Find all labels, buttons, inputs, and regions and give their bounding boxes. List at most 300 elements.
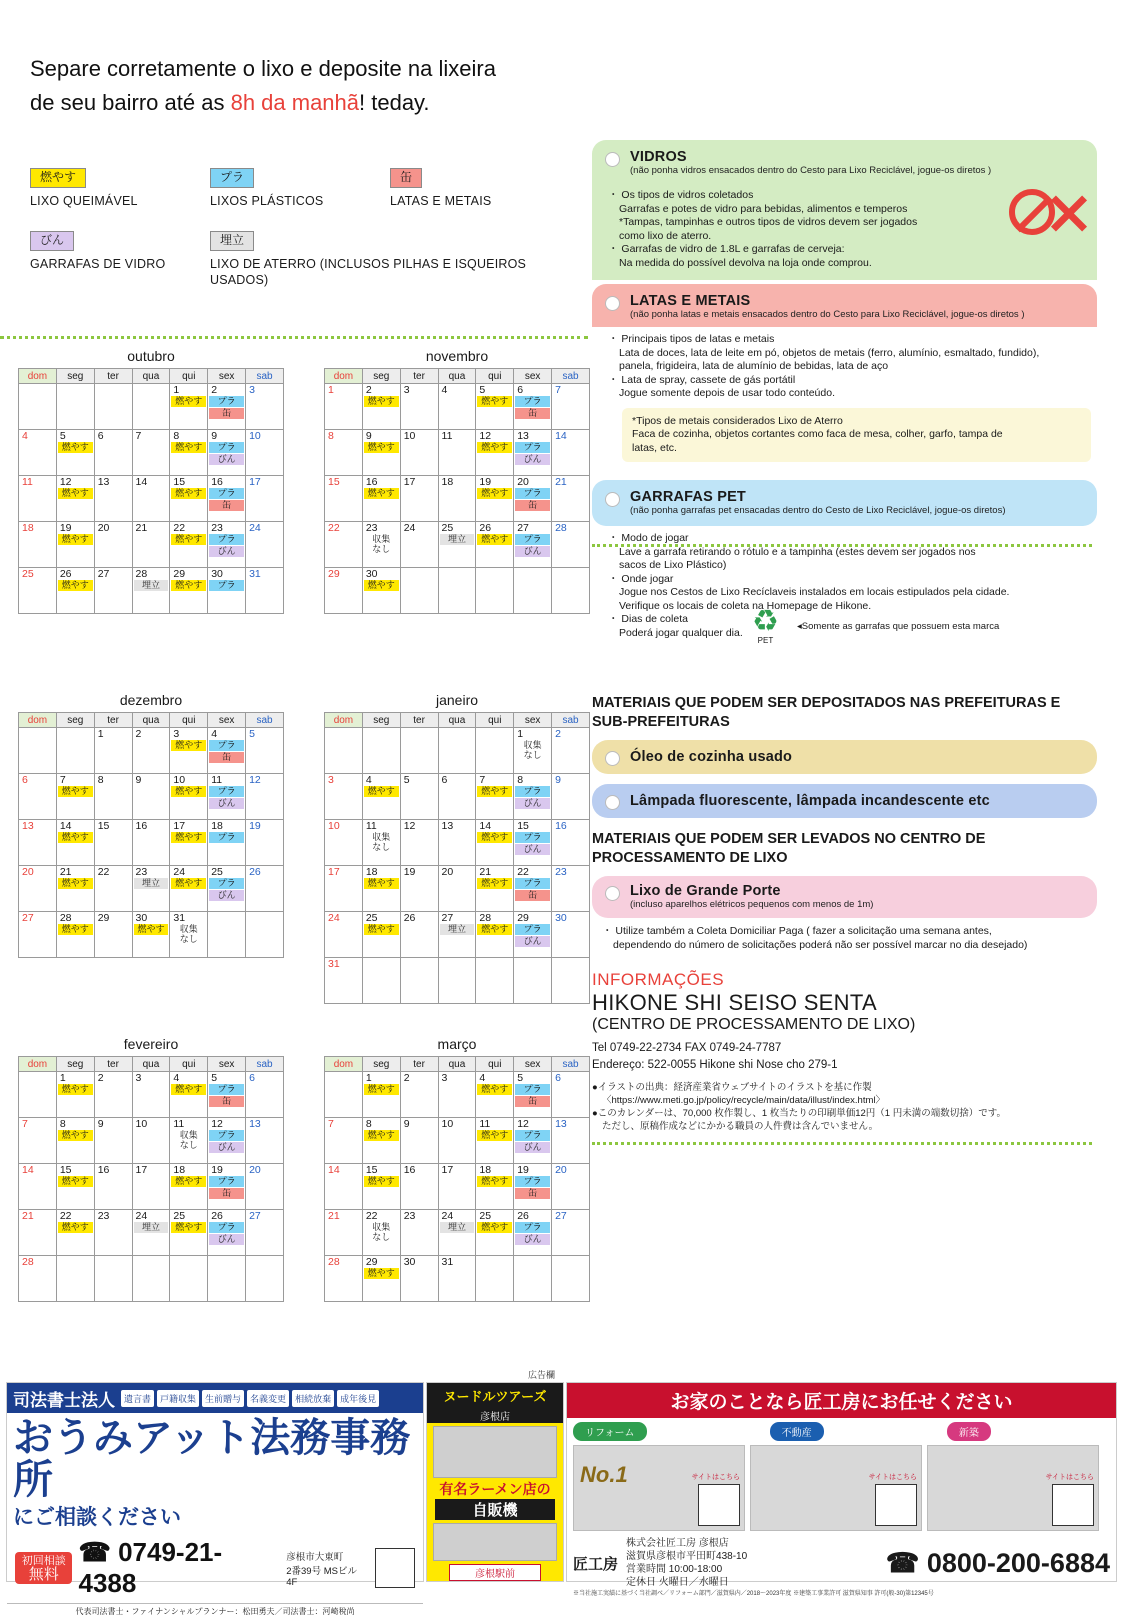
day-number: 29 bbox=[517, 912, 529, 924]
collection-tag-burn: 燃やす bbox=[58, 488, 93, 499]
collection-tag-plastic: プラ bbox=[515, 1084, 550, 1095]
day-number: 21 bbox=[22, 1210, 34, 1222]
collection-tag-can: 缶 bbox=[209, 1188, 244, 1199]
collection-tag-burn: 燃やす bbox=[477, 878, 512, 889]
calendar-day-cell bbox=[132, 1072, 170, 1118]
calendar-day-cell bbox=[362, 820, 400, 866]
collection-tag-burn: 燃やす bbox=[477, 786, 512, 797]
day-number: 23 bbox=[211, 522, 223, 534]
day-number: 4 bbox=[211, 728, 218, 740]
info-fine-3: ●このカレンダーは、70,000 枚作製し、1 枚当たりの印刷単価12円（1 円未満の端数切捨）です。 bbox=[592, 1108, 1006, 1119]
calendar-month-title: janeiro bbox=[435, 692, 479, 708]
calendar-day-cell bbox=[362, 476, 400, 522]
legend-item-burnable bbox=[30, 168, 210, 209]
collection-tag-burn: 燃やす bbox=[477, 1130, 512, 1141]
day-number: 8 bbox=[59, 1118, 66, 1130]
recycle-icon: ♻ bbox=[752, 605, 779, 638]
collection-tag-plastic: プラ bbox=[515, 396, 550, 407]
day-number: 5 bbox=[517, 1072, 524, 1084]
collection-tag-burn: 燃やす bbox=[171, 488, 206, 499]
calendar-day-cell bbox=[132, 430, 170, 476]
calendar-empty-cell bbox=[19, 728, 57, 774]
day-number: 13 bbox=[555, 1118, 567, 1130]
panel-lampada-title: Lâmpada fluorescente, lâmpada incandescente etc bbox=[630, 793, 990, 809]
calendar-week-row bbox=[325, 728, 590, 774]
collection-tag-burn: 燃やす bbox=[171, 740, 206, 751]
day-number: 10 bbox=[403, 430, 416, 442]
calendar-day-cell bbox=[170, 728, 208, 774]
calendar-weekday-ter: ter bbox=[94, 369, 132, 384]
day-number: 12 bbox=[249, 774, 261, 786]
pet-line-0: ・ Modo de jogar bbox=[608, 532, 689, 544]
calendar-day-cell bbox=[56, 1164, 94, 1210]
day-number: 19 bbox=[517, 1164, 529, 1176]
calendar-empty-cell bbox=[208, 912, 246, 958]
day-number: 23 bbox=[403, 1210, 416, 1222]
calendar-day-cell bbox=[514, 1164, 552, 1210]
day-number: 18 bbox=[173, 1164, 186, 1176]
calendar-weekday-qua: qua bbox=[132, 713, 170, 728]
calendar-weekday-sab: sab bbox=[552, 369, 590, 384]
panel-oleo-title: Óleo de cozinha usado bbox=[630, 749, 793, 765]
info-address: Endereço: 522-0055 Hikone shi Nose cho 279-1 bbox=[592, 1059, 838, 1071]
collection-tag-plastic: プラ bbox=[209, 442, 244, 453]
day-number: 15 bbox=[97, 820, 110, 832]
calendar-day-cell bbox=[400, 522, 438, 568]
day-number: 14 bbox=[328, 1164, 340, 1176]
calendar-empty-cell bbox=[19, 1072, 57, 1118]
collection-tag-burn: 燃やす bbox=[171, 442, 206, 453]
calendar-empty-cell bbox=[514, 1256, 552, 1302]
calendar-day-cell bbox=[476, 912, 514, 958]
calendar-day-cell bbox=[132, 476, 170, 522]
calendar-day-cell bbox=[246, 728, 284, 774]
ad1-header bbox=[7, 1383, 423, 1413]
day-number: 2 bbox=[97, 1072, 104, 1084]
panel-vidros-title: VIDROS bbox=[630, 149, 687, 165]
calendar-day-cell bbox=[208, 522, 246, 568]
calendar-day-cell bbox=[246, 1164, 284, 1210]
calendar-weekday-sex: sex bbox=[514, 713, 552, 728]
day-number: 30 bbox=[403, 1256, 416, 1268]
calendar-day-cell bbox=[325, 820, 363, 866]
calendar-day-cell bbox=[246, 476, 284, 522]
ads-label: 広告欄 bbox=[528, 1370, 556, 1380]
calendar-weekday-sex: sex bbox=[514, 1057, 552, 1072]
calendar-month-title: outubro bbox=[127, 348, 175, 364]
day-number: 13 bbox=[97, 476, 110, 488]
collection-tag-burn: 燃やす bbox=[364, 396, 399, 407]
day-number: 30 bbox=[555, 912, 567, 924]
latas-line-3: ・ Lata de spray, cassete de gás portátil bbox=[608, 373, 796, 386]
calendar-empty-cell bbox=[325, 1072, 363, 1118]
calendar-weekday-sex: sex bbox=[208, 713, 246, 728]
collection-tag-landfill: 埋立 bbox=[440, 924, 475, 935]
collection-tag-none: 収集 なし bbox=[171, 1130, 206, 1150]
day-number: 21 bbox=[555, 476, 567, 488]
collection-tag-none: 収集 なし bbox=[171, 924, 206, 944]
calendar-day-cell bbox=[362, 774, 400, 820]
calendar-day-cell bbox=[325, 522, 363, 568]
day-number: 9 bbox=[211, 430, 218, 442]
panel-pet-title: GARRAFAS PET bbox=[630, 489, 746, 505]
calendar-day-cell bbox=[438, 1210, 476, 1256]
collection-tag-none: 収集 なし bbox=[364, 832, 399, 852]
ad1-tags bbox=[121, 1390, 379, 1407]
calendar-week-row bbox=[19, 568, 284, 614]
calendar-empty-cell bbox=[94, 1256, 132, 1302]
bullet-icon bbox=[605, 886, 620, 901]
day-number: 1 bbox=[328, 384, 334, 396]
ad3-address: 滋賀県彦根市平田町438-10 bbox=[626, 1551, 748, 1562]
info-block bbox=[592, 970, 1097, 1133]
ad3-qr-label: サイトはこちら bbox=[1045, 1474, 1094, 1481]
day-number: 25 bbox=[22, 568, 34, 580]
calendar-day-cell bbox=[438, 430, 476, 476]
collection-tag-burn: 燃やす bbox=[477, 1176, 512, 1187]
calendar-day-cell bbox=[476, 820, 514, 866]
day-number: 25 bbox=[365, 912, 378, 924]
calendar-day-cell bbox=[208, 384, 246, 430]
collection-tag-plastic: プラ bbox=[515, 878, 550, 889]
day-number: 7 bbox=[22, 1118, 28, 1130]
calendar-day-cell bbox=[94, 774, 132, 820]
calendar-day-cell bbox=[208, 430, 246, 476]
calendar-day-cell bbox=[438, 1118, 476, 1164]
legend-label-landfill: LIXO DE ATERRO (INCLUSOS PILHAS E ISQUEIROS USADOS) bbox=[210, 257, 527, 287]
calendar-day-cell bbox=[362, 866, 400, 912]
panel-lampada bbox=[592, 784, 1097, 818]
calendar-day-cell bbox=[438, 384, 476, 430]
ad-noodle-tours[interactable] bbox=[426, 1382, 564, 1582]
calendar-empty-cell bbox=[400, 568, 438, 614]
day-number: 9 bbox=[97, 1118, 104, 1130]
day-number: 17 bbox=[441, 1164, 454, 1176]
day-number: 5 bbox=[59, 430, 66, 442]
chip-burnable: 燃やす bbox=[30, 168, 86, 188]
day-number: 3 bbox=[441, 1072, 448, 1084]
day-number: 27 bbox=[249, 1210, 261, 1222]
calendar-day-cell bbox=[438, 522, 476, 568]
calendar-week-row bbox=[19, 774, 284, 820]
collection-tag-plastic: プラ bbox=[209, 534, 244, 545]
collection-tag-can: 缶 bbox=[209, 500, 244, 511]
collection-tag-burn: 燃やす bbox=[477, 488, 512, 499]
calendar-empty-cell bbox=[552, 568, 590, 614]
day-number: 5 bbox=[479, 384, 486, 396]
day-number: 24 bbox=[249, 522, 261, 534]
calendar-empty-cell bbox=[476, 1256, 514, 1302]
day-number: 31 bbox=[173, 912, 186, 924]
info-column bbox=[592, 140, 1097, 1133]
ad3-tab-reform[interactable]: リフォーム bbox=[573, 1422, 647, 1441]
calendar-day-cell bbox=[552, 1118, 590, 1164]
collection-tag-bottle: びん bbox=[209, 1234, 244, 1245]
collection-tag-burn: 燃やす bbox=[171, 786, 206, 797]
day-number: 5 bbox=[403, 774, 410, 786]
calendar-empty-cell bbox=[132, 1256, 170, 1302]
calendar-day-cell bbox=[476, 384, 514, 430]
calendar-weekday-qua: qua bbox=[132, 369, 170, 384]
calendar-day-cell bbox=[208, 568, 246, 614]
calendar-day-cell bbox=[170, 820, 208, 866]
calendar-day-cell bbox=[400, 1164, 438, 1210]
day-number: 15 bbox=[365, 1164, 378, 1176]
calendar-day-cell bbox=[94, 522, 132, 568]
day-number: 13 bbox=[441, 820, 454, 832]
calendar-empty-cell bbox=[476, 728, 514, 774]
day-number: 12 bbox=[211, 1118, 223, 1130]
calendar-table bbox=[324, 712, 590, 1004]
day-number: 2 bbox=[365, 384, 372, 396]
day-number: 12 bbox=[479, 430, 492, 442]
panel-grande-porte bbox=[592, 876, 1097, 918]
calendar-week-row bbox=[325, 1210, 590, 1256]
latas-note-0: *Tipos de metais considerados Lixo de Aterro bbox=[632, 414, 843, 427]
calendar-day-cell bbox=[438, 866, 476, 912]
qr-code-icon[interactable] bbox=[875, 1484, 917, 1526]
day-number: 4 bbox=[22, 430, 28, 442]
ad1-company-type: 司法書士法人 bbox=[13, 1390, 115, 1410]
calendar-day-cell bbox=[170, 912, 208, 958]
calendar-week-row bbox=[19, 430, 284, 476]
ad3-card-realestate bbox=[750, 1445, 922, 1531]
panel-pet-sub: (não ponha garrafas pet ensacadas dentro do Cesto de Lixo Reciclável, jogue-os diretos) bbox=[630, 505, 1006, 516]
day-number: 25 bbox=[211, 866, 223, 878]
day-number: 12 bbox=[517, 1118, 529, 1130]
day-number: 26 bbox=[479, 522, 492, 534]
calendar-day-cell bbox=[208, 866, 246, 912]
ad-law-office[interactable] bbox=[6, 1382, 424, 1616]
calendar-day-cell bbox=[400, 774, 438, 820]
calendar-weekday-qui: qui bbox=[170, 713, 208, 728]
calendar-empty-cell bbox=[325, 728, 363, 774]
panel-vidros bbox=[592, 140, 1097, 183]
calendar-day-cell bbox=[400, 476, 438, 522]
day-number: 2 bbox=[135, 728, 142, 740]
info-fine-4: ただし、原稿作成などにかかる職員の人件費は含んでいません。 bbox=[602, 1121, 879, 1132]
collection-tag-plastic: プラ bbox=[209, 580, 244, 591]
calendar-day-cell bbox=[170, 1072, 208, 1118]
calendar-day-cell bbox=[132, 1118, 170, 1164]
ad3-tabs bbox=[567, 1418, 1116, 1441]
calendar-day-cell bbox=[325, 774, 363, 820]
calendar-day-cell bbox=[552, 430, 590, 476]
collection-tag-bottle: びん bbox=[209, 798, 244, 809]
collection-tag-burn: 燃やす bbox=[171, 580, 206, 591]
ad3-cards bbox=[567, 1441, 1116, 1535]
collection-tag-burn: 燃やす bbox=[364, 1130, 399, 1141]
calendar-day-cell bbox=[362, 384, 400, 430]
ad3-tab-newbuild[interactable]: 新築 bbox=[947, 1422, 991, 1441]
calendar-day-cell bbox=[514, 866, 552, 912]
calendar-day-cell bbox=[132, 1210, 170, 1256]
day-number: 11 bbox=[479, 1118, 491, 1130]
day-number: 27 bbox=[441, 912, 454, 924]
day-number: 21 bbox=[135, 522, 148, 534]
legend-item-plastic bbox=[210, 168, 390, 209]
calendar-weekday-sex: sex bbox=[514, 369, 552, 384]
calendar-empty-cell bbox=[362, 728, 400, 774]
day-number: 2 bbox=[211, 384, 218, 396]
grande-porte-note-1: ・ Utilize também a Coleta Domiciliar Paga ( fazer a solicitação uma semana antes, bbox=[602, 925, 992, 937]
collection-tag-bottle: びん bbox=[515, 798, 550, 809]
day-number: 4 bbox=[479, 1072, 486, 1084]
calendar-empty-cell bbox=[400, 728, 438, 774]
calendar-day-cell bbox=[170, 430, 208, 476]
collection-tag-burn: 燃やす bbox=[171, 1084, 206, 1095]
day-number: 24 bbox=[173, 866, 186, 878]
day-number: 24 bbox=[328, 912, 340, 924]
pet-line-4: Jogue nos Cestos de Lixo Recíclaveis instalados em locais estipulados pela cidade. bbox=[619, 586, 1010, 598]
ad2-brand: ヌードルツアーズ bbox=[427, 1383, 563, 1408]
calendar-day-cell bbox=[438, 774, 476, 820]
ad3-phone[interactable]: ☎ 0800-200-6884 bbox=[885, 1547, 1110, 1578]
ad3-holiday: 定休日 火曜日／水曜日 bbox=[626, 1577, 729, 1588]
calendar-day-cell bbox=[514, 522, 552, 568]
collection-tag-none: 収集 なし bbox=[515, 740, 550, 760]
calendar-weekday-dom: dom bbox=[19, 1057, 57, 1072]
calendar-weekday-qua: qua bbox=[438, 369, 476, 384]
day-number: 18 bbox=[479, 1164, 492, 1176]
calendar-week-row bbox=[19, 912, 284, 958]
day-number: 22 bbox=[173, 522, 186, 534]
collection-tag-plastic: プラ bbox=[209, 740, 244, 751]
latas-line-2: panela, frigideira, lata de alumínio de bebidas, lata de aço bbox=[619, 360, 889, 372]
collection-tag-plastic: プラ bbox=[209, 1130, 244, 1141]
calendar-day-cell bbox=[325, 430, 363, 476]
collection-tag-burn: 燃やす bbox=[58, 1176, 93, 1187]
ad3-hours: 営業時間 10:00-18:00 bbox=[626, 1564, 723, 1575]
calendar-month-title: março bbox=[437, 1036, 477, 1052]
calendar-day-cell bbox=[476, 476, 514, 522]
day-number: 28 bbox=[555, 522, 567, 534]
ad3-tab-realestate[interactable]: 不動産 bbox=[770, 1422, 824, 1441]
ad-takumi-kobo[interactable] bbox=[566, 1382, 1117, 1597]
collection-tag-can: 缶 bbox=[209, 408, 244, 419]
calendar-day-cell bbox=[362, 522, 400, 568]
day-number: 17 bbox=[328, 866, 340, 878]
ad3-no1-badge: No.1 bbox=[580, 1462, 628, 1487]
day-number: 4 bbox=[441, 384, 448, 396]
day-number: 21 bbox=[328, 1210, 340, 1222]
calendar-week-row bbox=[325, 1072, 590, 1118]
collection-tag-burn: 燃やす bbox=[58, 1084, 93, 1095]
ad1-tag: 成年後見 bbox=[337, 1390, 379, 1407]
latas-line-0: ・ Principais tipos de latas e metais bbox=[608, 333, 775, 345]
ad3-headline: お家のことなら匠工房にお任せください bbox=[567, 1383, 1116, 1418]
day-number: 7 bbox=[135, 430, 142, 442]
collection-tag-burn: 燃やす bbox=[364, 1176, 399, 1187]
ad3-logo: 匠工房 bbox=[573, 1555, 619, 1573]
day-number: 10 bbox=[328, 820, 340, 832]
qr-code-icon[interactable] bbox=[375, 1548, 415, 1588]
day-number: 20 bbox=[22, 866, 34, 878]
pet-details bbox=[592, 526, 1097, 645]
calendar-day-cell bbox=[246, 1118, 284, 1164]
calendar-day-cell bbox=[170, 1118, 208, 1164]
collection-tag-none: 収集 なし bbox=[364, 534, 399, 554]
ad1-phone[interactable]: ☎ 0749-21-4388 bbox=[78, 1537, 223, 1598]
ad2-line1: 有名ラーメン店の bbox=[439, 1481, 551, 1497]
info-org: HIKONE SHI SEISO SENTA bbox=[592, 990, 877, 1015]
chip-landfill: 埋立 bbox=[210, 231, 254, 251]
ad3-card-newbuild bbox=[927, 1445, 1099, 1531]
day-number: 9 bbox=[555, 774, 561, 786]
collection-tag-plastic: プラ bbox=[515, 924, 550, 935]
day-number: 8 bbox=[365, 1118, 372, 1130]
day-number: 9 bbox=[365, 430, 372, 442]
calendar-month-title: dezembro bbox=[119, 692, 183, 708]
collection-tag-burn: 燃やす bbox=[171, 832, 206, 843]
collection-tag-burn: 燃やす bbox=[364, 1268, 399, 1279]
bullet-icon bbox=[605, 152, 620, 167]
calendar-day-cell bbox=[438, 476, 476, 522]
calendar-weekday-seg: seg bbox=[362, 713, 400, 728]
collection-tag-burn: 燃やす bbox=[58, 786, 93, 797]
bag-x-icon bbox=[1047, 191, 1091, 240]
ad2-station: 彦根駅前 bbox=[449, 1564, 541, 1581]
calendar-day-cell bbox=[132, 820, 170, 866]
ad1-headline: おうみアット法務事務所 bbox=[13, 1416, 411, 1502]
qr-code-icon[interactable] bbox=[698, 1484, 740, 1526]
day-number: 7 bbox=[479, 774, 486, 786]
calendar-day-cell bbox=[362, 568, 400, 614]
latas-note-1: Faca de cozinha, objetos cortantes como faca de mesa, colher, garfo, tampa de bbox=[632, 428, 1003, 440]
day-number: 13 bbox=[22, 820, 34, 832]
info-fine-1: ●イラストの出典：経済産業省ウェブサイトのイラストを基に作製 bbox=[592, 1082, 872, 1093]
ad3-footer bbox=[567, 1535, 1116, 1591]
calendar-weekday-qua: qua bbox=[438, 713, 476, 728]
collection-tag-plastic: プラ bbox=[209, 396, 244, 407]
calendar-day-cell bbox=[19, 912, 57, 958]
day-number: 26 bbox=[403, 912, 416, 924]
calendar-week-row bbox=[19, 1118, 284, 1164]
day-number: 11 bbox=[211, 774, 223, 786]
calendar-day-cell bbox=[94, 476, 132, 522]
legend-label-burnable: LIXO QUEIMÁVEL bbox=[30, 194, 138, 208]
calendar-day-cell bbox=[514, 728, 552, 774]
calendar-weekday-qui: qui bbox=[476, 713, 514, 728]
calendar-day-cell bbox=[19, 1118, 57, 1164]
calendar-day-cell bbox=[246, 866, 284, 912]
pet-line-1: Lave a garrafa retirando o rótulo e a tampinha (estes devem ser jogados nos bbox=[619, 545, 976, 558]
ad2-shop: 彦根店 bbox=[427, 1408, 563, 1423]
calendar-empty-cell bbox=[400, 958, 438, 1004]
section-title-prefeituras: MATERIAIS QUE PODEM SER DEPOSITADOS NAS PREFEITURAS E SUB-PREFEITURAS bbox=[592, 695, 1061, 730]
calendar-day-cell bbox=[56, 912, 94, 958]
panel-vidros-sub: (não ponha vidros ensacados dentro do Cesto para Lixo Reciclável, jogue-os diretos ) bbox=[630, 165, 992, 176]
latas-line-1: Lata de doces, lata de leite em pó, objetos de metais (ferro, alumínio, esmaltado, fundido), bbox=[619, 346, 1040, 359]
day-number: 31 bbox=[328, 958, 340, 970]
grande-porte-notes bbox=[592, 918, 1097, 952]
calendar-weekday-sab: sab bbox=[552, 1057, 590, 1072]
calendar-day-cell bbox=[19, 1164, 57, 1210]
calendar-day-cell bbox=[208, 774, 246, 820]
calendar-day-cell bbox=[170, 476, 208, 522]
collection-tag-burn: 燃やす bbox=[364, 580, 399, 591]
collection-tag-can: 缶 bbox=[515, 890, 550, 901]
legend-item-glass bbox=[30, 231, 210, 288]
day-number: 10 bbox=[441, 1118, 454, 1130]
vidros-line-1: Garrafas e potes de vidro para bebidas, alimentos e temperos bbox=[619, 202, 908, 215]
qr-code-icon[interactable] bbox=[1052, 1484, 1094, 1526]
day-number: 24 bbox=[135, 1210, 148, 1222]
day-number: 27 bbox=[22, 912, 34, 924]
calendar-weekday-seg: seg bbox=[362, 369, 400, 384]
calendar-day-cell bbox=[19, 1256, 57, 1302]
collection-tag-plastic: プラ bbox=[515, 488, 550, 499]
